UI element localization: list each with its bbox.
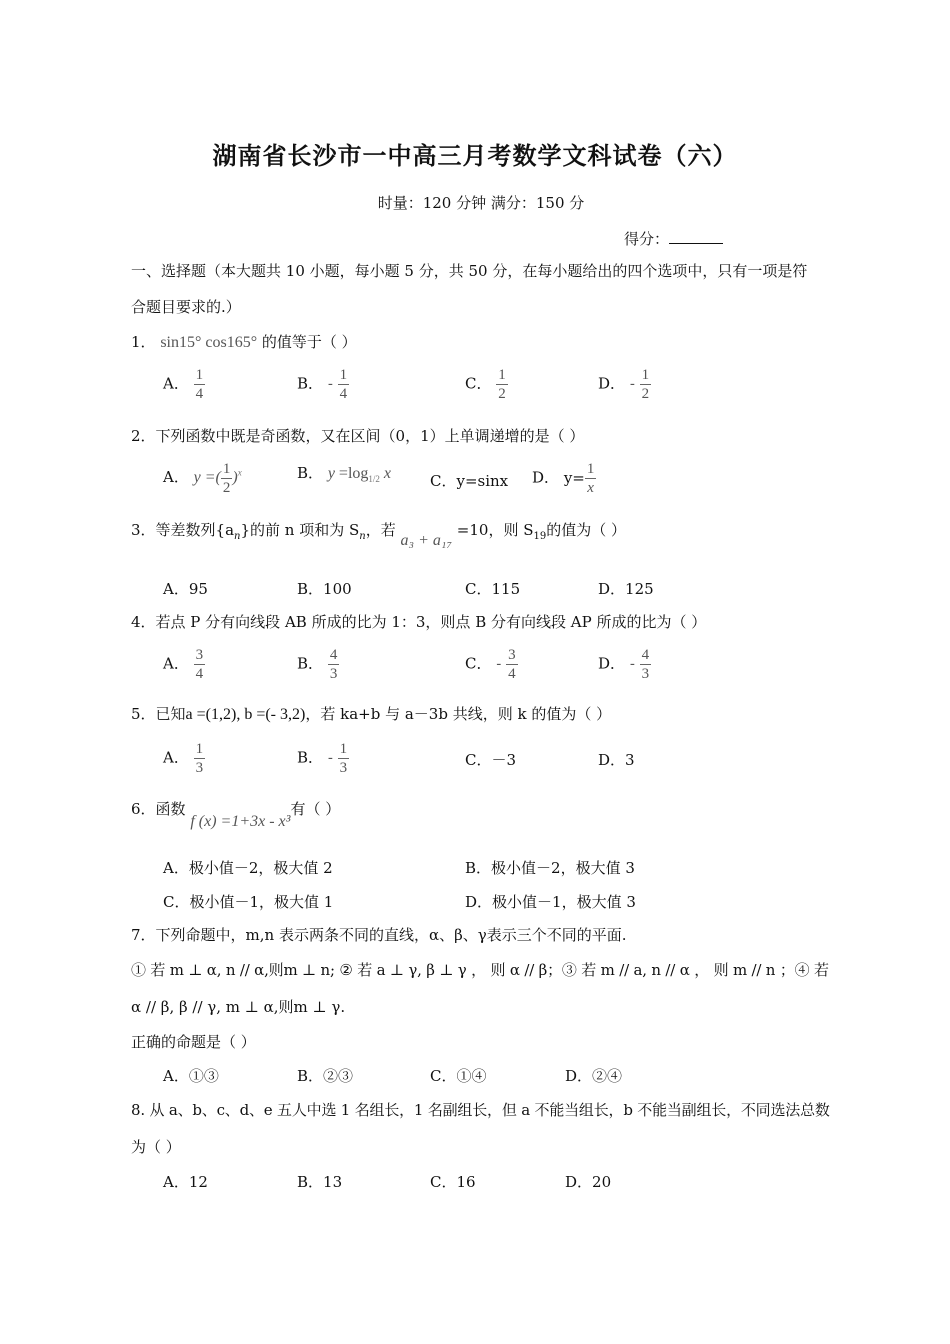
question-7-line2: ① 若 m ⊥ α, n // α,则m ⊥ n; ② 若 a ⊥ γ, β ⊥ γ ， 则 α // β；③ 若 m // a, n // α ， 则 m // n ；④ 若 — [131, 961, 829, 979]
q7-option-c[interactable]: C．①④ — [430, 1067, 487, 1085]
q4-option-d[interactable]: D． - $\frac{4}{3}$ — [598, 647, 650, 682]
question-8-line2: 为（ ） — [131, 1138, 181, 1156]
q6-option-b[interactable]: B．极小值－2，极大值 3 — [465, 859, 635, 877]
q1-label: 1． — [131, 333, 156, 351]
question-3: 3．等差数列$\{a_n\}$的前 n 项和为 $S_n$，若 a₃ + a₁₇ =10，则 $S_{19}$的值为（ ） — [131, 521, 627, 549]
q4-option-c[interactable]: C． - $\frac{3}{4}$ — [465, 647, 516, 682]
question-4: 4．若点 P 分有向线段 AB 所成的比为 1：3，则点 B 分有向线段 AP 所成的比为（ ） — [131, 613, 707, 631]
q1-expression: sin15° cos165° — [160, 334, 258, 351]
option-key: C． — [465, 374, 492, 393]
q2-d-formula: y= $\frac{1}{x}$ — [563, 461, 595, 496]
q7-option-b[interactable]: B．②③ — [297, 1067, 354, 1085]
q2-option-b[interactable] — [297, 462, 391, 484]
q4-option-b[interactable]: B． $\frac{4}{3}$ — [297, 647, 338, 682]
score-label: 得分： — [624, 230, 670, 248]
section-intro-line1: 一、选择题（本大题共 10 小题，每小题 5 分，共 50 分，在每小题给出的四个选项中，只有一项是符 — [131, 262, 808, 280]
q1-option-a[interactable] — [163, 366, 205, 403]
q5-option-a[interactable]: A． $\frac{1}{3}$ — [163, 741, 204, 776]
option-key: A． — [163, 468, 189, 487]
q5-option-c[interactable]: C．－3 — [465, 751, 517, 769]
option-key: B． — [297, 464, 324, 482]
q2-option-a[interactable] — [163, 460, 242, 497]
sign: - — [327, 374, 333, 393]
option-content: y=sinx — [456, 472, 509, 490]
question-7-line4: 正确的命题是（ ） — [131, 1033, 256, 1051]
q3-option-c[interactable]: C．115 — [465, 580, 521, 598]
q2-b-formula: $y =\log_{1/2}$ x — [327, 465, 392, 485]
q2-option-c[interactable] — [430, 470, 508, 491]
q3-option-a[interactable]: A．95 — [163, 580, 208, 598]
option-key: C． — [430, 472, 457, 490]
question-5: 5．已知a =(1,2), b =(- 3,2)，若 ka+b 与 a－3b 共线，则 k 的值为（ ） — [131, 705, 612, 723]
question-6: 6．函数 f (x) =1+3x - x³有（ ） — [131, 800, 341, 830]
fraction: $\frac{1}{4}$ — [195, 367, 204, 402]
q3-expression: a₃ + a₁₇ — [400, 532, 453, 549]
q2-a-formula: y =( $\frac{1}{2}$ )$^x$ — [193, 461, 242, 496]
q5-expression: a =(1,2), b =(- 3,2) — [185, 706, 306, 723]
sign: - — [629, 374, 635, 393]
option-key: B． — [297, 374, 324, 393]
exam-meta: 时量：120 分钟 满分：150 分 — [377, 194, 585, 212]
option-key: D． — [598, 374, 626, 393]
q5-option-d[interactable]: D．3 — [598, 751, 635, 769]
question-7-line3: α // β, β // γ, m ⊥ α,则m ⊥ γ. — [131, 998, 346, 1016]
q8-option-b[interactable]: B．13 — [297, 1173, 343, 1191]
q3-option-d[interactable]: D．125 — [598, 580, 654, 598]
section-intro-line2: 合题目要求的.） — [131, 298, 241, 316]
q6-expression: f (x) =1+3x - x³ — [190, 813, 291, 830]
page-title: 湖南省长沙市一中高三月考数学文科试卷（六） — [212, 142, 738, 170]
q7-option-d[interactable]: D．②④ — [565, 1067, 623, 1085]
q8-option-c[interactable]: C．16 — [430, 1173, 476, 1191]
question-7-line1: 7．下列命题中，m,n 表示两条不同的直线，α、β、γ表示三个不同的平面. — [131, 926, 627, 944]
score-blank[interactable] — [669, 229, 723, 244]
fraction: $\frac{1}{4}$ — [339, 367, 348, 402]
question-8-line1: 8. 从 a、b、c、d、e 五人中选 1 名组长，1 名副组长，但 a 不能当组长，b 不能当副组长，不同选法总数 — [131, 1101, 830, 1119]
q1-text: 的值等于（ ） — [261, 333, 357, 351]
question-2: 2．下列函数中既是奇函数，又在区间（0，1）上单调递增的是（ ） — [131, 427, 585, 445]
fraction: $\frac{1}{2}$ — [498, 367, 506, 402]
q4-option-a[interactable]: A． $\frac{3}{4}$ — [163, 647, 204, 682]
option-key: A． — [163, 374, 189, 393]
q7-option-a[interactable]: A．①③ — [163, 1067, 219, 1085]
q1-option-b[interactable] — [297, 366, 349, 403]
fraction: $\frac{1}{2}$ — [641, 367, 650, 402]
q8-option-a[interactable]: A．12 — [163, 1173, 208, 1191]
q1-option-c[interactable] — [465, 366, 508, 403]
question-1 — [131, 331, 357, 352]
q5-option-b[interactable]: B． - $\frac{1}{3}$ — [297, 741, 348, 776]
q2-option-d[interactable] — [532, 460, 596, 497]
q6-option-a[interactable]: A．极小值－2，极大值 2 — [163, 859, 333, 877]
q6-option-d[interactable]: D．极小值－1，极大值 3 — [465, 893, 636, 911]
q1-option-d[interactable] — [598, 366, 651, 403]
q8-option-d[interactable]: D．20 — [565, 1173, 612, 1191]
q3-option-b[interactable]: B．100 — [297, 580, 352, 598]
option-key: D． — [532, 468, 560, 487]
score-field — [624, 228, 723, 249]
q6-option-c[interactable]: C．极小值－1，极大值 1 — [163, 893, 334, 911]
